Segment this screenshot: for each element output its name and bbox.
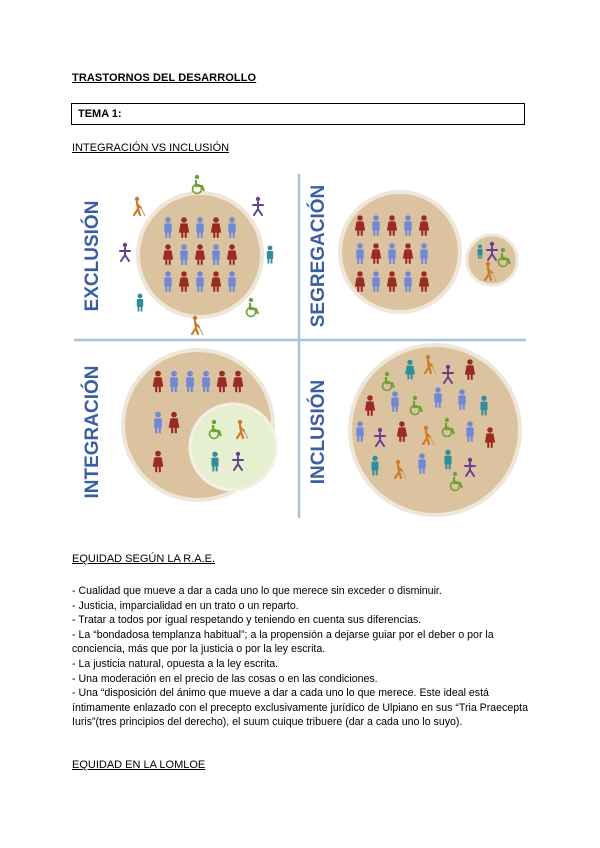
definition-item: - Tratar a todos por igual respetando y teniendo en cuenta sus diferencias. (72, 614, 422, 627)
diagram-svg (70, 170, 530, 522)
cane-walker-figure (134, 197, 145, 216)
person-figure (267, 246, 273, 264)
section-heading-equidad-lomloe: EQUIDAD EN LA LOMLOE (72, 759, 206, 771)
integration-inner-circle (190, 404, 276, 490)
quadrant-label-integracion: INTEGRACIÓN (82, 365, 103, 499)
section-heading-equidad-rae: EQUIDAD SEGÚN LA R.A.E. (72, 553, 216, 565)
definition-item: - La justicia natural, opuesta a la ley escrita. (72, 657, 279, 670)
person-figure (137, 294, 143, 312)
quadrant-label-exclusion: EXCLUSIÓN (82, 200, 103, 312)
tema-box (71, 103, 525, 125)
crutch-figure (120, 243, 130, 261)
definition-item: - La “bondadosa templanza habitual”; a la propensión a dejarse guiar por el deber o por la conciencia, más que por la justicia o por la ley escrita. (72, 628, 494, 656)
inclusion-diagram (70, 170, 530, 522)
tema-label: TEMA 1: (78, 108, 122, 120)
definition-item: - Justicia, imparcialidad en un trato o un reparto. (72, 599, 299, 612)
definition-item: - Una “disposición del ánimo que mueve a dar a cada uno lo que merece. Este ideal está íntimamente enlazado con el precepto exclusivamente jurídico de Ulpiano en sus “Tria Praecepta Iuris”(tres principios del derecho), el suum cuique tribuere (dar a cada uno lo suyo). (72, 687, 528, 729)
inclusion-circle (350, 345, 520, 515)
definitions-list (72, 584, 528, 730)
section-heading-integracion-vs-inclusion: INTEGRACIÓN VS INCLUSIÓN (72, 142, 230, 154)
quadrant-label-segregacion: SEGREGACIÓN (308, 184, 329, 328)
document-title: TRASTORNOS DEL DESARROLLO (72, 72, 257, 84)
wheelchair-figure (247, 298, 259, 317)
crutch-figure (253, 197, 263, 215)
quadrant-label-inclusion: INCLUSIÓN (308, 379, 329, 485)
wheelchair-figure (193, 175, 205, 194)
definition-item: - Cualidad que mueve a dar a cada uno lo que merece sin exceder o disminuir. (72, 585, 442, 597)
definition-item: - Una moderación en el precio de las cosas o en las condiciones. (72, 672, 378, 685)
